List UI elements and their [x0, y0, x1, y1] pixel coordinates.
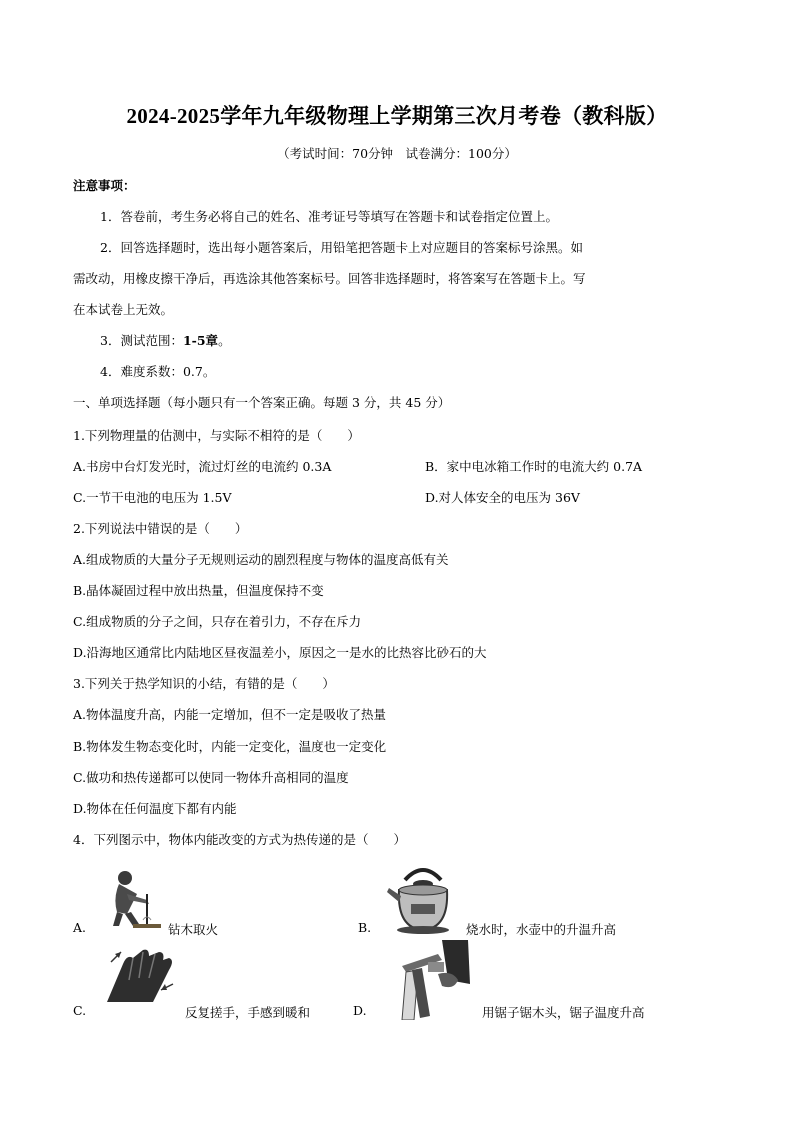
- rubbing-hands-image: [103, 944, 178, 1006]
- q2-option-c: C.组成物质的分子之间，只存在着引力，不存在斥力: [73, 614, 362, 629]
- note-2: 2．回答选择题时，选出每小题答案后，用铅笔把答题卡上对应题目的答案标号涂黑。如: [100, 240, 583, 255]
- kettle-image: [383, 858, 463, 938]
- note-4: 4．难度系数：0.7。: [100, 364, 216, 379]
- q1-option-d: D.对人体安全的电压为 36V: [425, 490, 580, 505]
- note-1: 1．答卷前，考生务必将自己的姓名、准考证号等填写在答题卡和试卷指定位置上。: [100, 209, 558, 224]
- q4-option-b-label: B.: [358, 920, 372, 935]
- q1-option-c: C.一节干电池的电压为 1.5V: [73, 490, 232, 505]
- q4-option-d-text: 用锯子锯木头，锯子温度升高: [482, 1005, 645, 1020]
- q4-option-c-label: C.: [73, 1003, 87, 1018]
- q4-option-a-text: 钻木取火: [168, 922, 219, 937]
- section-heading: 一、单项选择题（每小题只有一个答案正确。每题 3 分，共 45 分）: [73, 395, 451, 410]
- q4-option-c-text: 反复搓手，手感到暖和: [185, 1005, 311, 1020]
- q4-option-d-label: D.: [353, 1003, 367, 1018]
- q3-stem: 3.下列关于热学知识的小结，有错的是（ ）: [73, 676, 335, 691]
- q2-stem: 2.下列说法中错误的是（ ）: [73, 521, 248, 536]
- q2-option-a: A.组成物质的大量分子无规则运动的剧烈程度与物体的温度高低有关: [73, 552, 449, 567]
- note-3: [100, 331, 231, 349]
- q4-stem: 4．下列图示中，物体内能改变的方式为热传递的是（ ）: [73, 832, 406, 847]
- drill-wood-fire-image: [103, 864, 163, 934]
- sawing-wood-image: [398, 940, 473, 1020]
- test-range: 1-5章: [182, 333, 219, 348]
- q3-option-a: A.物体温度升高，内能一定增加，但不一定是吸收了热量: [73, 707, 387, 722]
- note-2-cont: 需改动，用橡皮擦干净后，再选涂其他答案标号。回答非选择题时，将答案写在答题卡上。写: [73, 271, 586, 286]
- note-3-suffix: 。: [218, 333, 231, 348]
- q3-option-b: B.物体发生物态变化时，内能一定变化，温度也一定变化: [73, 739, 387, 754]
- q4-option-b-text: 烧水时，水壶中的升温升高: [466, 922, 617, 937]
- note-2-end: 在本试卷上无效。: [73, 302, 174, 317]
- q2-option-d: D.沿海地区通常比内陆地区昼夜温差小，原因之一是水的比热容比砂石的大: [73, 645, 487, 660]
- q2-option-b: B.晶体凝固过程中放出热量，但温度保持不变: [73, 583, 324, 598]
- page-title: 2024-2025学年九年级物理上学期第三次月考卷（教科版）: [126, 104, 668, 128]
- q1-stem: 1.下列物理量的估测中，与实际不相符的是（ ）: [73, 428, 360, 443]
- q4-option-a-label: A.: [73, 920, 87, 935]
- q1-option-b: B．家中电冰箱工作时的电流大约 0.7A: [425, 459, 643, 474]
- q3-option-d: D.物体在任何温度下都有内能: [73, 801, 237, 816]
- note-3-prefix: 3．测试范围：: [100, 333, 183, 348]
- q1-option-a: A.书房中台灯发光时，流过灯丝的电流约 0.3A: [73, 459, 332, 474]
- q3-option-c: C.做功和热传递都可以使同一物体升高相同的温度: [73, 770, 349, 785]
- exam-info: （考试时间：70分钟 试卷满分：100分）: [277, 146, 517, 161]
- notes-heading: 注意事项：: [73, 178, 136, 193]
